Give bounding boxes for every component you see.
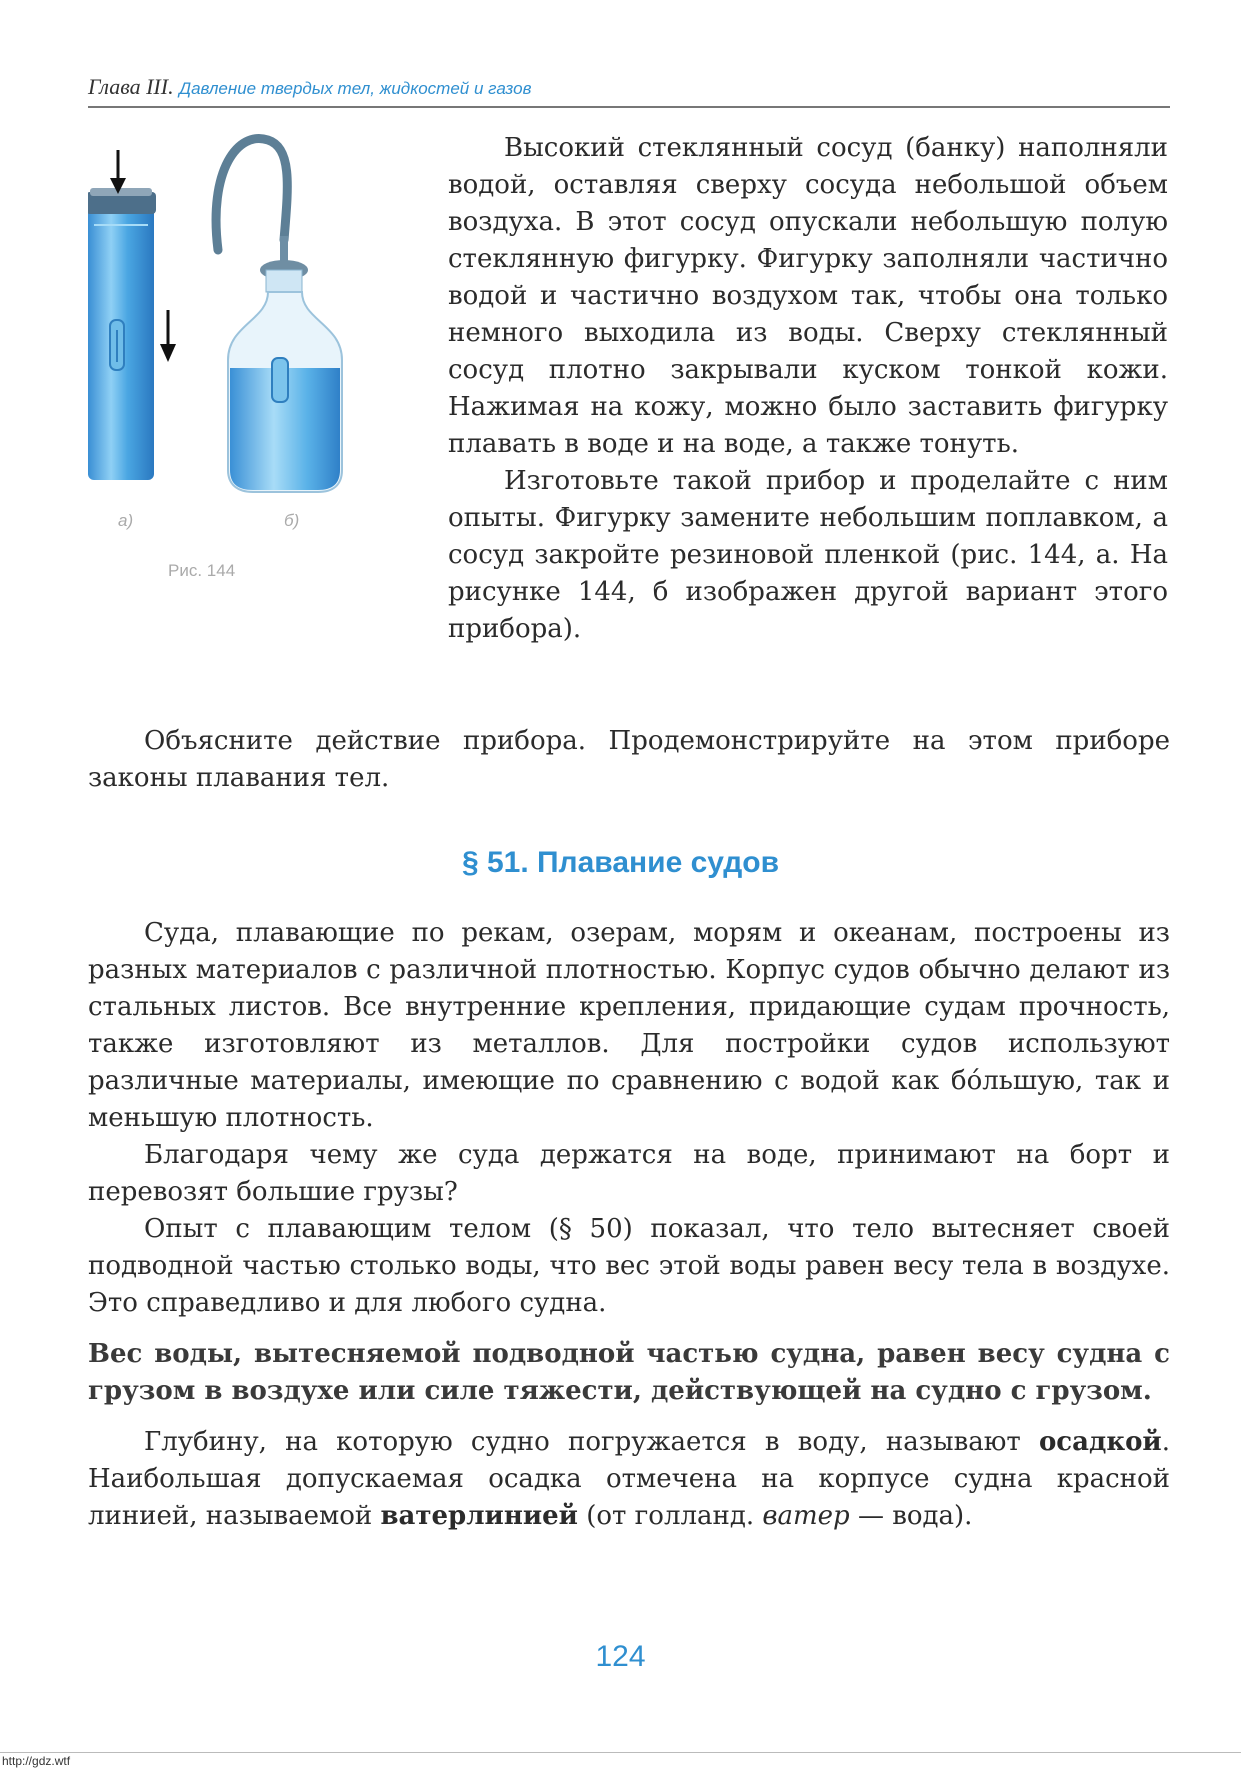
figure-caption: Рис. 144 — [168, 561, 236, 580]
section-body — [88, 915, 1170, 1535]
watermark: http://gdz.wtf — [2, 1754, 71, 1768]
chapter-number: Глава III. — [88, 74, 174, 99]
text-span: (от голланд. — [577, 1501, 763, 1531]
body-paragraph-1: Суда, плавающие по рекам, озерам, морям и океанам, построены из разных материалов с различной плотностью. Корпус судов обычно делают из стальных листов. Все внутренние крепления, придающие судам прочность, также изготовляют из металлов. Для постройки судов используют различные материалы, имеющие по сравнению с водой как бóльшую, так и меньшую плотность. — [88, 918, 1170, 1133]
body-paragraph-3: Опыт с плавающим телом (§ 50) показал, что тело вытесняет своей подводной частью столько воды, что вес этой воды равен весу тела в воздухе. Это справедливо и для любого судна. — [88, 1214, 1170, 1318]
term-waterline: ватерлинией — [380, 1501, 578, 1531]
cartesian-diver-illustration — [88, 130, 438, 670]
footer-rule — [0, 1752, 1241, 1753]
body-paragraph-5 — [88, 1424, 1170, 1535]
running-header — [88, 74, 1168, 108]
intro-task — [88, 723, 1170, 797]
intro-paragraph-2: Изготовьте такой прибор и проделайте с ним опыты. Фигурку замените небольшим поплавком, а сосуд закройте резиновой пленкой (рис. 144, а. На рисунке 144, б изображен другой вариант этого прибора). — [448, 466, 1168, 644]
down-arrow-icon — [110, 150, 126, 194]
section-heading: § 51. Плавание судов — [461, 846, 780, 879]
figure-label-a: а) — [118, 511, 134, 530]
intro-paragraph-1: Высокий стеклянный сосуд (банку) наполняли водой, оставляя сверху сосуда небольшой объем воздуха. В этот сосуд опускали небольшую полую стеклянную фигурку. Фигурку заполняли частично водой и частично воздухом так, чтобы она только немного выходила из воды. Сверху стеклянный сосуд плотно закрывали куском тонкой кожи. Нажимая на кожу, можно было заставить фигурку плавать в воде и на воде, а также тонуть. — [448, 133, 1168, 459]
chapter-title: Давление твердых тел, жидкостей и газов — [179, 79, 532, 98]
text-span: . Наибольшая допускаемая осадка отмечена на корпусе судна красной линией, называемой — [88, 1427, 1170, 1531]
figure-144 — [88, 130, 438, 670]
down-arrow-icon — [160, 310, 176, 362]
bottle-b — [216, 138, 342, 492]
figure-label-b: б) — [284, 511, 300, 530]
text-span: — вода). — [849, 1501, 973, 1531]
page-number: 124 — [595, 1640, 646, 1673]
body-paragraph-2: Благодаря чему же суда держатся на воде, принимают на борт и перевозят большие грузы? — [88, 1140, 1170, 1207]
archimedes-rule: Вес воды, вытесняемой подводной частью судна, равен весу судна с грузом в воздухе или силе тяжести, действующей на судно с грузом. — [88, 1339, 1170, 1406]
intro-column — [448, 130, 1168, 648]
etymology-word: ватер — [762, 1501, 850, 1531]
header-rule — [88, 106, 1170, 108]
text-span: Глубину, на которую судно погружается в воду, называют — [144, 1427, 1039, 1457]
term-draft: осадкой — [1038, 1427, 1162, 1457]
intro-paragraph-3: Объясните действие прибора. Продемонстрируйте на этом приборе законы плавания тел. — [88, 726, 1170, 793]
tall-jar-a — [88, 188, 156, 480]
